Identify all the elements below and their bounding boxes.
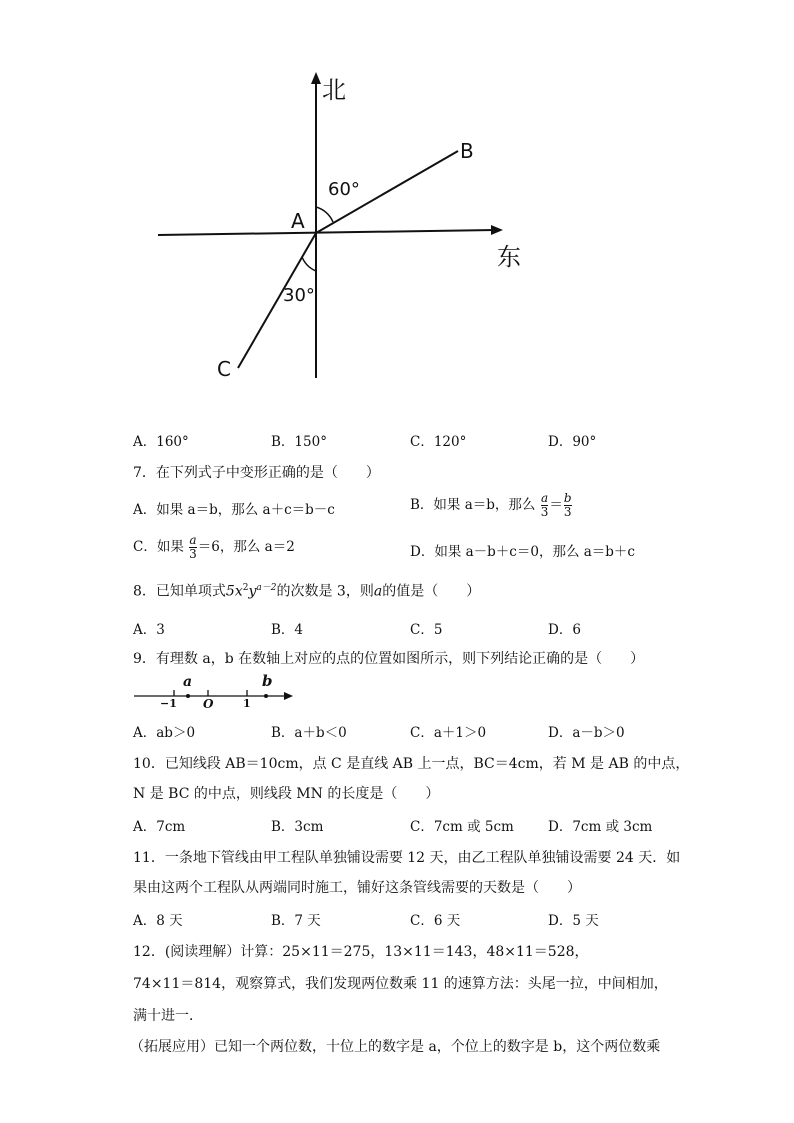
q8-variable: a bbox=[373, 583, 383, 600]
number-line-label-1: 1 bbox=[243, 697, 251, 710]
q9-option-d[interactable]: D．a－b＞0 bbox=[548, 725, 625, 741]
q7-stem: 7．在下列式子中变形正确的是（ ） bbox=[133, 465, 380, 481]
number-line bbox=[130, 672, 300, 712]
q7-option-b-prefix: B．如果 a＝b，那么 bbox=[410, 497, 536, 513]
q10-option-b[interactable]: B．3cm bbox=[271, 819, 324, 835]
q7-option-b-equals: ＝ bbox=[549, 497, 563, 513]
q7-option-b-fraction-2: $\frac{b}{3}$ bbox=[563, 491, 572, 519]
q7-option-a[interactable]: A．如果 a＝b，那么 a＋c＝b－c bbox=[133, 502, 335, 518]
q7-option-b-fraction-1: $\frac{a}{3}$ bbox=[540, 491, 549, 519]
q6-option-b[interactable]: B．150° bbox=[271, 434, 327, 450]
q8-stem-suffix: 的值是（ ） bbox=[382, 583, 481, 600]
q10-option-d[interactable]: D．7cm 或 3cm bbox=[548, 819, 653, 835]
q9-stem: 9．有理数 a，b 在数轴上对应的点的位置如图所示，则下列结论正确的是（ ） bbox=[133, 651, 645, 667]
q8-expression: 5x bbox=[225, 583, 243, 600]
q7-option-b[interactable] bbox=[410, 492, 573, 519]
north-arrowhead bbox=[311, 72, 321, 84]
q11-option-d[interactable]: D．5 天 bbox=[548, 913, 599, 929]
q12-line-2: 74×11＝814，观察算式，我们发现两位数乘 11 的速算方法：头尾一拉，中间相加， bbox=[133, 976, 668, 992]
q12-line-1: 12．(阅读理解）计算：25×11＝275，13×11＝143，48×11＝528， bbox=[133, 944, 589, 960]
point-b-dot bbox=[264, 694, 268, 698]
q8-stem-mid: 的次数是 3，则 bbox=[276, 583, 374, 600]
q12-line-4: （拓展应用）已知一个两位数，十位上的数字是 a，个位上的数字是 b，这个两位数乘 bbox=[130, 1039, 661, 1055]
number-line-label-minus-1: −1 bbox=[160, 697, 177, 710]
q8-option-d[interactable]: D．6 bbox=[548, 622, 581, 638]
q8-stem bbox=[133, 580, 480, 601]
number-line-label-b: b bbox=[262, 672, 273, 690]
q8-exponent-2: a－2 bbox=[256, 583, 277, 593]
q12-line-3: 满十进一． bbox=[133, 1008, 203, 1024]
north-label: 北 bbox=[322, 76, 346, 104]
q8-exponent-1: 2 bbox=[242, 583, 249, 593]
q11-stem-line-1: 11．一条地下管线由甲工程队单独铺设需要 12 天，由乙工程队单独铺设需要 24 天．如 bbox=[133, 850, 681, 866]
q8-option-a[interactable]: A．3 bbox=[133, 622, 165, 638]
q9-option-a[interactable]: A．ab＞0 bbox=[133, 725, 196, 741]
q6-option-d[interactable]: D．90° bbox=[548, 434, 597, 450]
q10-option-a[interactable]: A．7cm bbox=[133, 819, 186, 835]
point-a-label: A bbox=[291, 209, 305, 233]
q9-option-c[interactable]: C．a＋1＞0 bbox=[410, 725, 487, 741]
q8-option-b[interactable]: B．4 bbox=[271, 622, 304, 638]
q11-option-b[interactable]: B．7 天 bbox=[271, 913, 321, 929]
q11-option-a[interactable]: A．8 天 bbox=[133, 913, 183, 929]
direction-diagram bbox=[0, 0, 794, 420]
point-a-dot bbox=[186, 694, 190, 698]
q8-stem-prefix: 8．已知单项式 bbox=[133, 583, 226, 600]
angle-30-label: 30° bbox=[283, 285, 315, 306]
angle-arc-60 bbox=[316, 207, 333, 222]
q10-stem-line-2: N 是 BC 的中点，则线段 MN 的长度是（ ） bbox=[133, 786, 440, 802]
q7-option-c-prefix: C．如果 bbox=[133, 539, 184, 555]
q7-option-d[interactable]: D．如果 a－b＋c＝0，那么 a＝b＋c bbox=[410, 544, 635, 560]
q10-stem-line-1: 10．已知线段 AB＝10cm，点 C 是直线 AB 上一点，BC＝4cm，若 M 是 AB 的中点， bbox=[133, 756, 690, 772]
q11-stem-line-2: 果由这两个工程队从两端同时施工，铺好这条管线需要的天数是（ ） bbox=[133, 880, 581, 896]
angle-60-label: 60° bbox=[328, 179, 360, 200]
q11-option-c[interactable]: C．6 天 bbox=[410, 913, 461, 929]
east-axis bbox=[158, 230, 495, 235]
q8-option-c[interactable]: C．5 bbox=[410, 622, 443, 638]
angle-arc-30 bbox=[302, 257, 316, 271]
q8-expression-y: y bbox=[248, 583, 257, 600]
q9-option-b[interactable]: B．a＋b＜0 bbox=[271, 725, 347, 741]
number-line-label-a: a bbox=[183, 674, 193, 690]
number-line-arrowhead bbox=[284, 692, 293, 700]
q7-option-c-suffix: ＝6，那么 a＝2 bbox=[197, 539, 295, 555]
q7-option-c-fraction: $\frac{a}{3}$ bbox=[189, 533, 197, 561]
q6-option-a[interactable]: A．160° bbox=[133, 434, 189, 450]
q7-option-c[interactable] bbox=[133, 534, 295, 561]
point-b-label: B bbox=[460, 139, 474, 163]
east-arrowhead bbox=[491, 225, 503, 235]
number-line-label-origin: O bbox=[203, 697, 214, 711]
q10-option-c[interactable]: C．7cm 或 5cm bbox=[410, 819, 514, 835]
point-c-label: C bbox=[217, 357, 231, 381]
q6-option-c[interactable]: C．120° bbox=[410, 434, 467, 450]
east-label: 东 bbox=[497, 243, 521, 271]
